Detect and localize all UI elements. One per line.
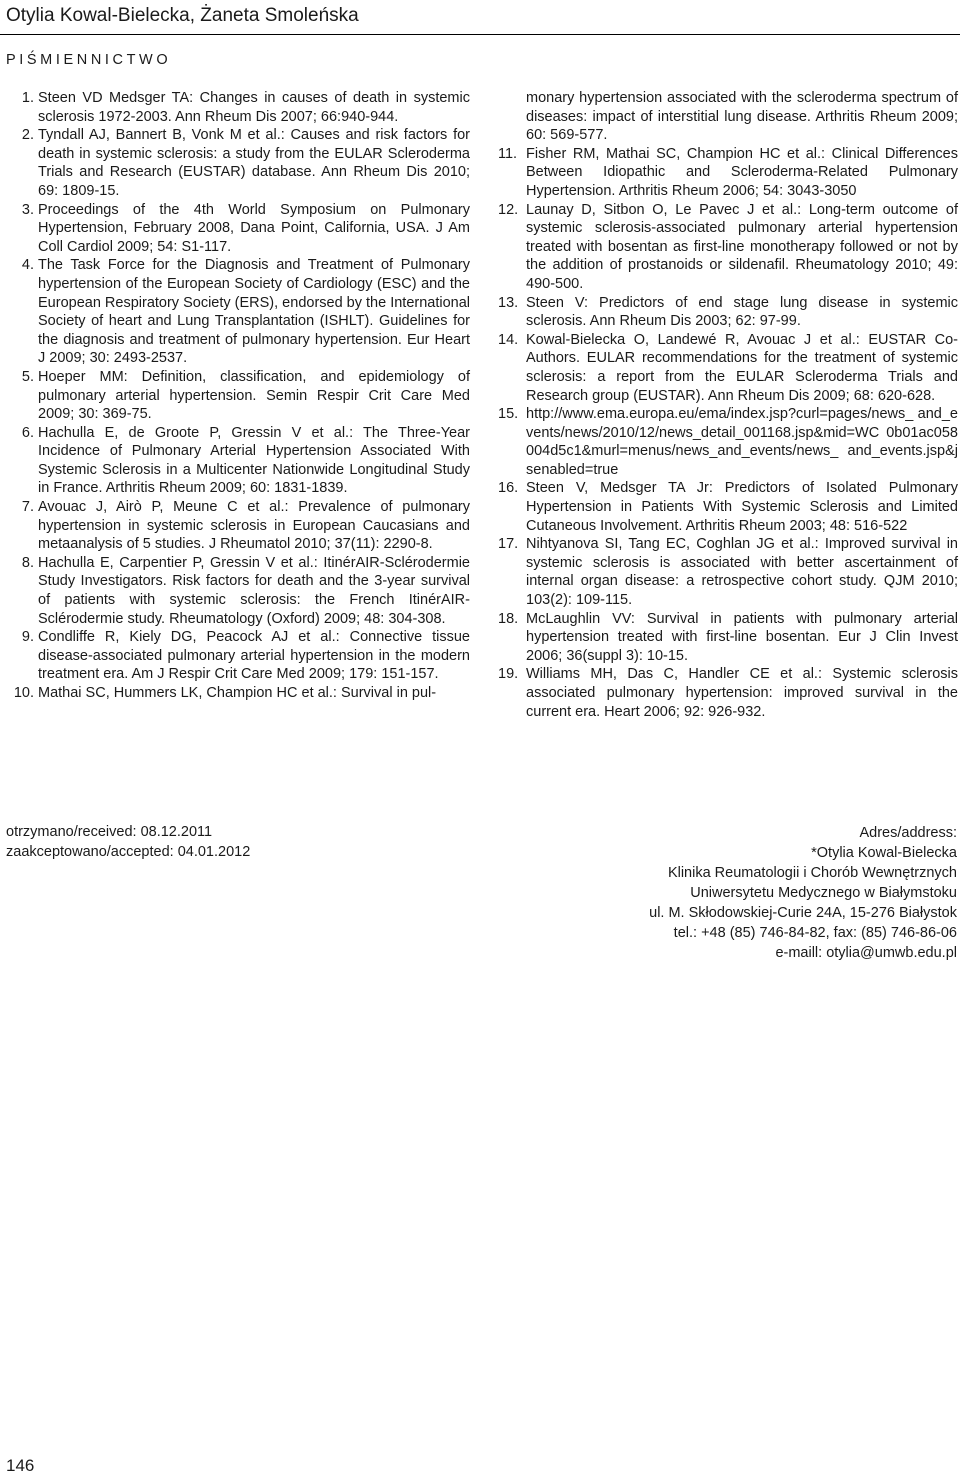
reference-item: 11. Fisher RM, Mathai SC, Champion HC et al.: Clinical Differences Between Idiopathic and Scleroderma-Related Pulmonary Hypertension. Arthritis Rheum 2006; 54: 3043-3050 bbox=[498, 145, 958, 199]
reference-item: 7. Avouac J, Airò P, Meune C et al.: Prevalence of pulmonary hypertension in systemic sclerosis in European Caucasians and metaanalysis of 5 studies. J Rheumatol 2010; 37(11): 2290-8. bbox=[21, 499, 470, 553]
header-divider bbox=[0, 34, 960, 35]
address-street: ul. M. Skłodowskiej-Curie 24A, 15-276 Białystok bbox=[649, 905, 957, 921]
reference-item-url: 15. http://www.ema.europa.eu/ema/index.jsp?curl=pages/news_ and_events/news/2010/12/news_detail_001168.jsp&mid=WC 0b01ac058004d5c1&murl=menus/news_and_events/news_ and_events.jsp&jsenabled=true bbox=[498, 406, 958, 478]
reference-item: 9. Condliffe R, Kiely DG, Peacock AJ et al.: Connective tissue disease-associated pulmonary arterial hypertension in the modern treatment era. Am J Respir Crit Care Med 2009; 179: 151-157. bbox=[21, 629, 470, 683]
reference-url-link[interactable]: http://www.ema.europa.eu/ema/index.jsp?curl=pages/news_ and_events/news/2010/12/news_detail_001168.jsp&mid=WC 0b01ac058004d5c1&murl=menus/news_and_events/news_ and_events.jsp&jsenabled=true bbox=[526, 406, 958, 478]
reference-item: 4. The Task Force for the Diagnosis and Treatment of Pulmonary hypertension of the European Society of Cardiology (ESC) and the European Respiratory Society (ERS), endorsed by the International Society of heart and Lung Transplantation (ISHLT). Guidelines for the diagnosis and treatment of pulmonary hypertension. Eur Heart J 2009; 30: 2493-2537. bbox=[21, 257, 471, 367]
address-email[interactable]: e-maill: otylia@umwb.edu.pl bbox=[775, 945, 957, 961]
reference-item: 17. Nihtyanova SI, Tang EC, Coghlan JG et al.: Improved survival in systemic sclerosis is associated with better ascertainment of internal organ disease: a retrospective cohort study. QJM 2010; 103(2): 109-115. bbox=[498, 536, 958, 609]
received-date: otrzymano/received: 08.12.2011 bbox=[6, 824, 213, 840]
running-header-authors: Otylia Kowal-Bielecka, Żaneta Smoleńska bbox=[6, 5, 359, 26]
reference-item: 16. Steen V, Medsger TA Jr: Predictors of Isolated Pulmonary Hypertension in Patients With Systemic Sclerosis and Limited Cutaneous Involvement. Arthritis Rheum 2003; 48: 516-522 bbox=[498, 480, 958, 534]
page-number: 146 bbox=[6, 1456, 35, 1475]
reference-item: 8. Hachulla E, Carpentier P, Gressin V et al.: ItinérAIR-Sclérodermie Study Investigators. Risk factors for death and the 3-year survival of patients with systemic sclerosis: the French ItinérAIR-Sclérodermie study. Rheumatology (Oxford) 2009; 48: 304-308. bbox=[21, 554, 470, 627]
section-heading-references: PIŚMIENNICTWO bbox=[6, 52, 172, 68]
reference-item: 13. Steen V: Predictors of end stage lung disease in systemic sclerosis. Ann Rheum Dis 2003; 62: 97-99. bbox=[498, 294, 958, 330]
reference-item: 5. Hoeper MM: Definition, classification, and epidemiology of pulmonary arterial hypertension. Semin Respir Crit Care Med 2009; 30: 369-75. bbox=[21, 368, 470, 423]
reference-item: 14. Kowal-Bielecka O, Landewé R, Avouac J et al.: EUSTAR Co-Authors. EULAR recommendations for the treatment of systemic sclerosis: a report from the EULAR Scleroderma Trials and Research group (EUSTAR). Ann Rheum Dis 2009; 68: 620-628. bbox=[498, 331, 958, 404]
reference-item: 6. Hachulla E, de Groote P, Gressin V et al.: The Three-Year Incidence of Pulmonary Arterial Hypertension Associated With Systemic Sclerosis in a Multicenter Nationwide Longitudinal Study in France. Arthritis Rheum 2009; 60: 1831-1839. bbox=[21, 424, 470, 497]
received-accepted-dates bbox=[6, 823, 250, 862]
address-department: Klinika Reumatologii i Chorób Wewnętrznych bbox=[667, 865, 957, 881]
reference-list-right-column bbox=[498, 89, 958, 721]
correspondence-address bbox=[537, 823, 957, 963]
reference-list-left-column bbox=[8, 89, 470, 703]
address-label: Adres/address: bbox=[859, 825, 957, 841]
reference-item-continuation: monary hypertension associated with the scleroderma spectrum of diseases: impact of interstitial lung disease. Arthritis Rheum 2009; 60: 569-577. bbox=[526, 90, 958, 144]
accepted-date: zaakceptowano/accepted: 04.01.2012 bbox=[6, 843, 251, 860]
reference-item: 12. Launay D, Sitbon O, Le Pavec J et al.: Long-term outcome of systemic sclerosis-associated pulmonary arterial hypertension treated with bosentan as first-line monotherapy followed or not by the addition of prostanoids or sildenafil. Rheumatology 2010; 49: 490-500. bbox=[498, 201, 958, 292]
address-phone-fax: tel.: +48 (85) 746-84-82, fax: (85) 746-86-06 bbox=[673, 925, 957, 941]
reference-item: 18. McLaughlin VV: Survival in patients with pulmonary arterial hypertension treated with first-line bosentan. Eur J Clin Invest 2006; 36(suppl 3): 10-15. bbox=[498, 610, 958, 664]
reference-item: 10. Mathai SC, Hummers LK, Champion HC et al.: Survival in pul- bbox=[13, 685, 437, 701]
reference-item: 1. Steen VD Medsger TA: Changes in causes of death in systemic sclerosis 1972-2003. Ann Rheum Dis 2007; 66:940-944. bbox=[21, 90, 470, 125]
address-university: Uniwersytetu Medycznego w Białymstoku bbox=[690, 885, 957, 901]
reference-item: 19. Williams MH, Das C, Handler CE et al.: Systemic sclerosis associated pulmonary hypertension: improved survival in the current era. Heart 2006; 92: 926-932. bbox=[498, 666, 958, 720]
address-author: *Otylia Kowal-Bielecka bbox=[811, 845, 957, 861]
reference-item: 2. Tyndall AJ, Bannert B, Vonk M et al.: Causes and risk factors for death in systemic sclerosis: a study from the EULAR Scleroderma Trials and Research (EUSTAR) database. Ann Rheum Dis 2010; 69: 1809-15. bbox=[21, 127, 470, 199]
reference-item: 3. Proceedings of the 4th World Symposium on Pulmonary Hypertension, February 2008, Dana Point, California, USA. J Am Coll Cardiol 2009; 54: S1-117. bbox=[21, 201, 470, 255]
